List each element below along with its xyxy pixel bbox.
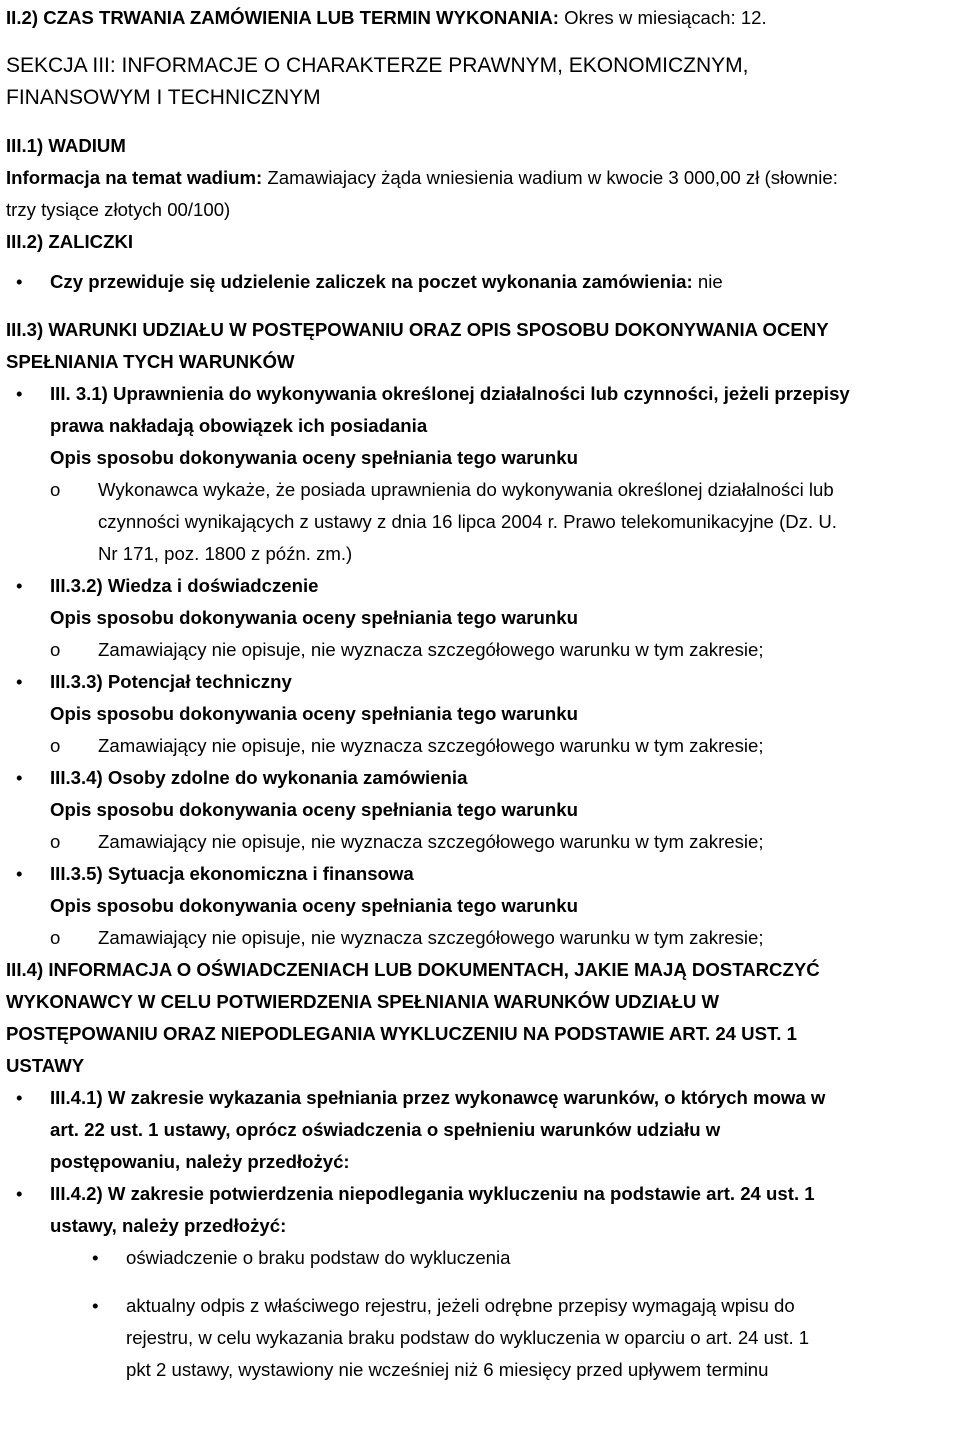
warunki-item-4: • III.3.4) Osoby zdolne do wykonania zamówienia <box>6 762 960 794</box>
warunki-item-5-desc: o Zamawiający nie opisuje, nie wyznacza szczegółowego warunku w tym zakresie; <box>6 922 960 954</box>
bullet-icon: • <box>16 767 23 788</box>
oswiadczenia-item-1-line3: postępowaniu, należy przedłożyć: <box>50 1151 350 1172</box>
oswiadczenia-heading-line2: WYKONAWCY W CELU POTWIERDZENIA SPEŁNIANIA WARUNKÓW UDZIAŁU W <box>6 991 720 1012</box>
wadium-label: Informacja na temat wadium: <box>6 167 263 188</box>
opis-label: Opis sposobu dokonywania oceny spełniania tego warunku <box>50 895 578 916</box>
oswiadczenia-item-1: • III.4.1) W zakresie wykazania spełniania przez wykonawcę warunków, o których mowa w <box>6 1082 960 1114</box>
bullet-icon: • <box>16 271 23 292</box>
bullet-icon: • <box>16 863 23 884</box>
oswiadczenia-sub-2-line2: rejestru, w celu wykazania braku podstaw do wykluczenia w oparciu o art. 24 ust. 1 <box>126 1327 810 1348</box>
opis-label: Opis sposobu dokonywania oceny spełniania tego warunku <box>50 703 578 724</box>
circle-bullet-icon: o <box>50 479 61 500</box>
warunki-heading-line2: SPEŁNIANIA TYCH WARUNKÓW <box>6 351 295 372</box>
oswiadczenia-item-2: • III.4.2) W zakresie potwierdzenia niepodlegania wykluczeniu na podstawie art. 24 ust. 1 <box>6 1178 960 1210</box>
warunki-item-1-desc-line3: Nr 171, poz. 1800 z późn. zm.) <box>98 543 353 564</box>
wadium-info: Informacja na temat wadium: Zamawiajacy żąda wniesienia wadium w kwocie 3 000,00 zł (słownie: <box>6 167 838 188</box>
warunki-item-1-line2: prawa nakładają obowiązek ich posiadania <box>50 415 428 436</box>
circle-bullet-icon: o <box>50 927 61 948</box>
circle-bullet-icon: o <box>50 639 61 660</box>
zaliczki-heading: III.2) ZALICZKI <box>6 231 134 252</box>
oswiadczenia-sub-2-line3: pkt 2 ustawy, wystawiony nie wcześniej niż 6 miesięcy przed upływem terminu <box>126 1359 769 1380</box>
bullet-icon: • <box>16 1087 23 1108</box>
opis-label: Opis sposobu dokonywania oceny spełniania tego warunku <box>50 799 578 820</box>
oswiadczenia-item-1-line2: art. 22 ust. 1 ustawy, oprócz oświadczenia o spełnieniu warunków udziału w <box>50 1119 721 1140</box>
warunki-item-1: • III. 3.1) Uprawnienia do wykonywania określonej działalności lub czynności, jeżeli przepisy <box>6 378 960 410</box>
oswiadczenia-heading-line1: III.4) INFORMACJA O OŚWIADCZENIACH LUB DOKUMENTACH, JAKIE MAJĄ DOSTARCZYĆ <box>6 959 820 980</box>
warunki-item-3: • III.3.3) Potencjał techniczny <box>6 666 960 698</box>
bullet-icon: • <box>16 671 23 692</box>
circle-bullet-icon: o <box>50 735 61 756</box>
section-iii-title-line2: FINANSOWYM I TECHNICZNYM <box>6 86 321 109</box>
section-ii2-label: II.2) CZAS TRWANIA ZAMÓWIENIA LUB TERMIN WYKONANIA: <box>6 7 559 28</box>
warunki-item-2-desc: o Zamawiający nie opisuje, nie wyznacza szczegółowego warunku w tym zakresie; <box>6 634 960 666</box>
opis-label: Opis sposobu dokonywania oceny spełniania tego warunku <box>50 447 578 468</box>
warunki-item-5: • III.3.5) Sytuacja ekonomiczna i finansowa <box>6 858 960 890</box>
wadium-info-line2: trzy tysiące złotych 00/100) <box>6 199 231 220</box>
warunki-item-1-desc-line2: czynności wynikających z ustawy z dnia 16 lipca 2004 r. Prawo telekomunikacyjne (Dz. U. <box>98 511 837 532</box>
bullet-icon: • <box>92 1295 99 1316</box>
warunki-item-3-desc: o Zamawiający nie opisuje, nie wyznacza szczegółowego warunku w tym zakresie; <box>6 730 960 762</box>
warunki-heading-line1: III.3) WARUNKI UDZIAŁU W POSTĘPOWANIU ORAZ OPIS SPOSOBU DOKONYWANIA OCENY <box>6 319 829 340</box>
bullet-icon: • <box>16 575 23 596</box>
wadium-heading: III.1) WADIUM <box>6 135 126 156</box>
circle-bullet-icon: o <box>50 831 61 852</box>
warunki-item-2: • III.3.2) Wiedza i doświadczenie <box>6 570 960 602</box>
section-ii2 <box>6 2 960 34</box>
opis-label: Opis sposobu dokonywania oceny spełniania tego warunku <box>50 607 578 628</box>
zaliczki-answer: nie <box>692 271 723 292</box>
bullet-icon: • <box>16 383 23 404</box>
zaliczki-question: • Czy przewiduje się udzielenie zaliczek na poczet wykonania zamówienia: nie <box>6 266 960 298</box>
oswiadczenia-heading-line4: USTAWY <box>6 1055 85 1076</box>
section-iii-title-line1: SEKCJA III: INFORMACJE O CHARAKTERZE PRAWNYM, EKONOMICZNYM, <box>6 54 749 77</box>
oswiadczenia-heading-line3: POSTĘPOWANIU ORAZ NIEPODLEGANIA WYKLUCZENIU NA PODSTAWIE ART. 24 UST. 1 <box>6 1023 797 1044</box>
oswiadczenia-sub-1: • oświadczenie o braku podstaw do wykluczenia <box>6 1242 960 1274</box>
warunki-item-1-desc: o Wykonawca wykaże, że posiada uprawnienia do wykonywania określonej działalności lub <box>6 474 960 506</box>
warunki-item-4-desc: o Zamawiający nie opisuje, nie wyznacza szczegółowego warunku w tym zakresie; <box>6 826 960 858</box>
bullet-icon: • <box>92 1247 99 1268</box>
section-ii2-value: Okres w miesiącach: 12. <box>558 7 767 28</box>
oswiadczenia-sub-2: • aktualny odpis z właściwego rejestru, jeżeli odrębne przepisy wymagają wpisu do <box>6 1290 960 1322</box>
oswiadczenia-item-2-line2: ustawy, należy przedłożyć: <box>50 1215 287 1236</box>
bullet-icon: • <box>16 1183 23 1204</box>
